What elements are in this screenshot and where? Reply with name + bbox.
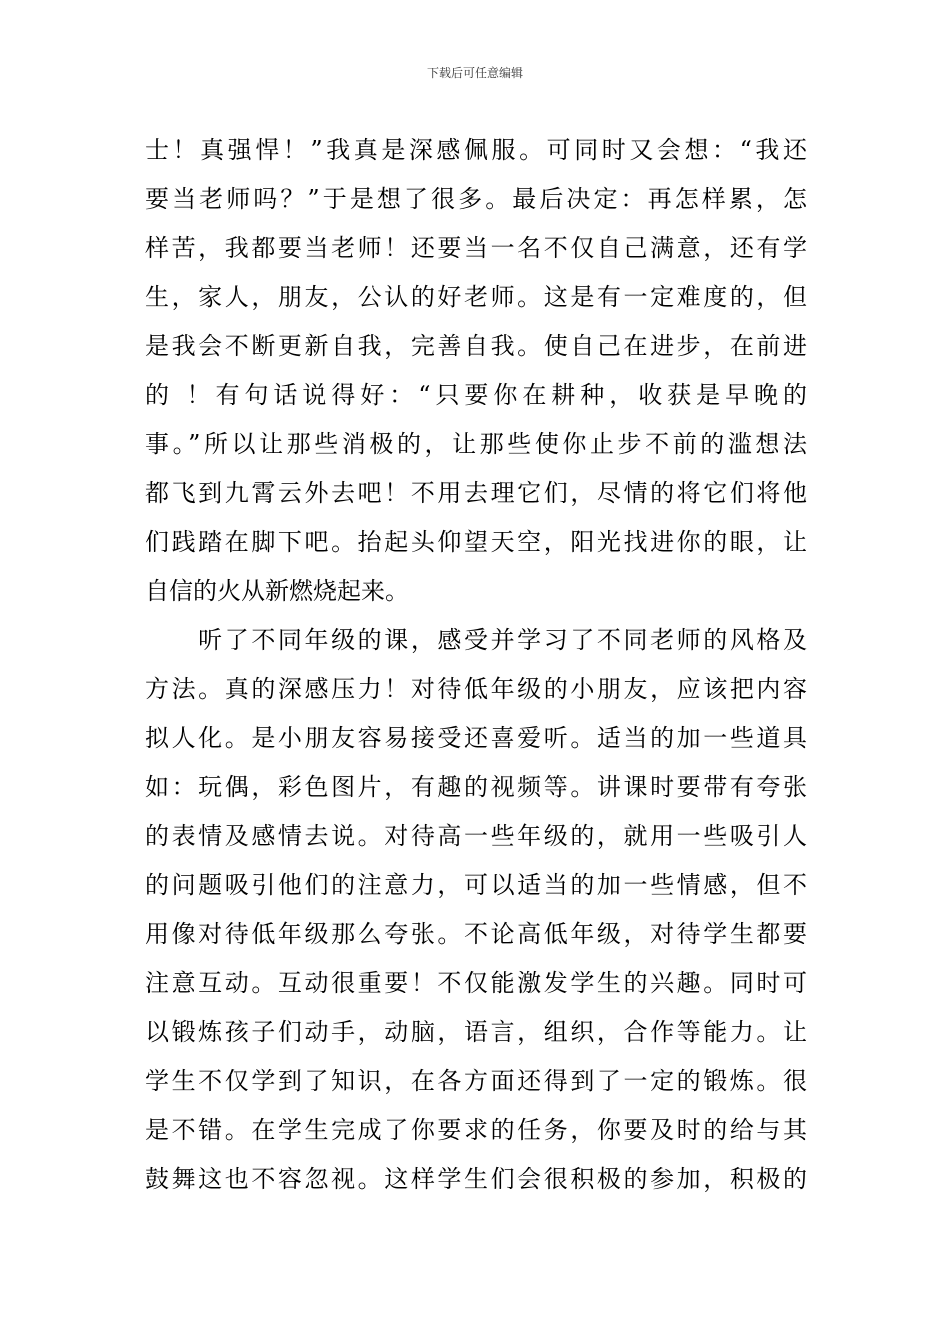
text-line: 样苦，我都要当老师！还要当一名不仅自己满意，还有学 [145, 234, 807, 262]
text-line: 听了不同年级的课，感受并学习了不同老师的风格及 [145, 626, 807, 654]
text-line: 的 ！有句话说得好：“只要你在耕种，收获是早晚的 [145, 381, 807, 409]
text-line: 是不错。在学生完成了你要求的任务，你要及时的给与其 [145, 1116, 807, 1144]
text-line: 事。”所以让那些消极的，让那些使你止步不前的滥想法 [145, 430, 807, 458]
text-line: 自信的火从新燃烧起来。 [145, 577, 409, 605]
text-line: 拟人化。是小朋友容易接受还喜爱听。适当的加一些道具 [145, 724, 807, 752]
text-line: 们践踏在脚下吧。抬起头仰望天空，阳光找进你的眼，让 [145, 528, 807, 556]
text-line: 都飞到九霄云外去吧！不用去理它们，尽情的将它们将他 [145, 479, 807, 507]
text-line: 鼓舞这也不容忽视。这样学生们会很积极的参加，积极的 [145, 1165, 807, 1193]
text-line: 用像对待低年级那么夸张。不论高低年级，对待学生都要 [145, 920, 807, 948]
document-body [145, 126, 807, 1204]
text-line: 学生不仅学到了知识，在各方面还得到了一定的锻炼。很 [145, 1067, 807, 1095]
text-line: 是我会不断更新自我，完善自我。使自己在进步，在前进 [145, 332, 807, 360]
text-line: 士！真强悍！”我真是深感佩服。可同时又会想：“我还 [145, 136, 807, 164]
text-line: 如：玩偶，彩色图片，有趣的视频等。讲课时要带有夸张 [145, 773, 807, 801]
text-line: 要当老师吗？”于是想了很多。最后决定：再怎样累，怎 [145, 185, 807, 213]
text-line: 方法。真的深感压力！对待低年级的小朋友，应该把内容 [145, 675, 807, 703]
text-line: 的问题吸引他们的注意力，可以适当的加一些情感，但不 [145, 871, 807, 899]
text-line: 生，家人，朋友，公认的好老师。这是有一定难度的，但 [145, 283, 807, 311]
text-line: 注意互动。互动很重要！不仅能激发学生的兴趣。同时可 [145, 969, 807, 997]
page-header: 下载后可任意编辑 [426, 66, 523, 80]
text-line: 以锻炼孩子们动手，动脑，语言，组织，合作等能力。让 [145, 1018, 807, 1046]
text-line: 的表情及感情去说。对待高一些年级的，就用一些吸引人 [145, 822, 807, 850]
